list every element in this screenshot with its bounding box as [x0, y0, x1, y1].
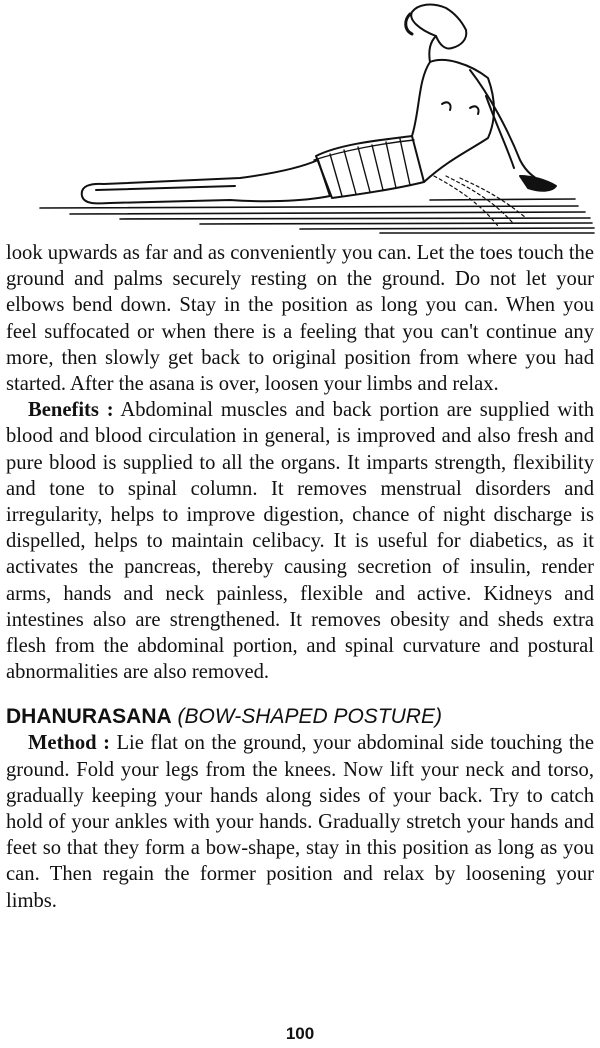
- page-number: 100: [285, 1024, 315, 1043]
- method-label: Method :: [28, 732, 110, 755]
- person-in-cobra-pose-illustration: [0, 0, 600, 238]
- section-heading: [6, 703, 594, 730]
- leg-outline: [82, 160, 330, 203]
- method-paragraph: [6, 730, 594, 913]
- benefits-paragraph: [6, 397, 594, 685]
- section-heading-main: DHANURASANA: [6, 705, 172, 729]
- head: [411, 5, 466, 49]
- benefits-label: Benefits :: [28, 399, 114, 422]
- hand: [520, 176, 556, 191]
- benefits-text: Abdominal muscles and back portion are supplied with blood and blood circulation in general, is improved and also fresh and pure blood is supplied to all the organs. It imparts strength, flexibility and tone to spinal column. It removes menstrual disorders and irregularity, helps to improve digestion, chance of night discharge is dispelled, helps to maintain celibacy. It is useful for diabetics, as it activates the pancreas, thereby causing secretion of insulin, render arms, hands and neck painless, flexible and active. Kidneys and intestines also are strengthened. It removes obesity and sheds extra flesh from the abdominal portion, and spinal curvature and postural abnormalities are also removed.: [6, 399, 594, 684]
- torso: [412, 60, 494, 182]
- arm: [470, 70, 548, 184]
- section-heading-sub: (BOW-SHAPED POSTURE): [171, 705, 442, 729]
- method-text: Lie flat on the ground, your abdominal side touching the ground. Fold your legs from the knees. Now lift your neck and torso, gradually keeping your hands along sides of your back. Try to catch hold of your ankles with your hands. Gradually stretch your hands and feet so that they form a bow-shape, stay in this position as long as you can. Then regain the former position and relax by loosening your limbs.: [6, 732, 594, 912]
- page-body: [6, 240, 594, 914]
- neck: [429, 36, 436, 62]
- paragraph-continuation: look upwards as far and as conveniently you can. Let the toes touch the ground and palms securely resting on the ground. Do not let your elbows bend down. Stay in the position as long you can. When you feel suffocated or when there is a feeling that you can't continue any more, then slowly get back to original position from where you had started. After the asana is over, loosen your limbs and relax.: [6, 242, 594, 396]
- shorts: [316, 136, 424, 198]
- floor-hatching: [40, 199, 594, 233]
